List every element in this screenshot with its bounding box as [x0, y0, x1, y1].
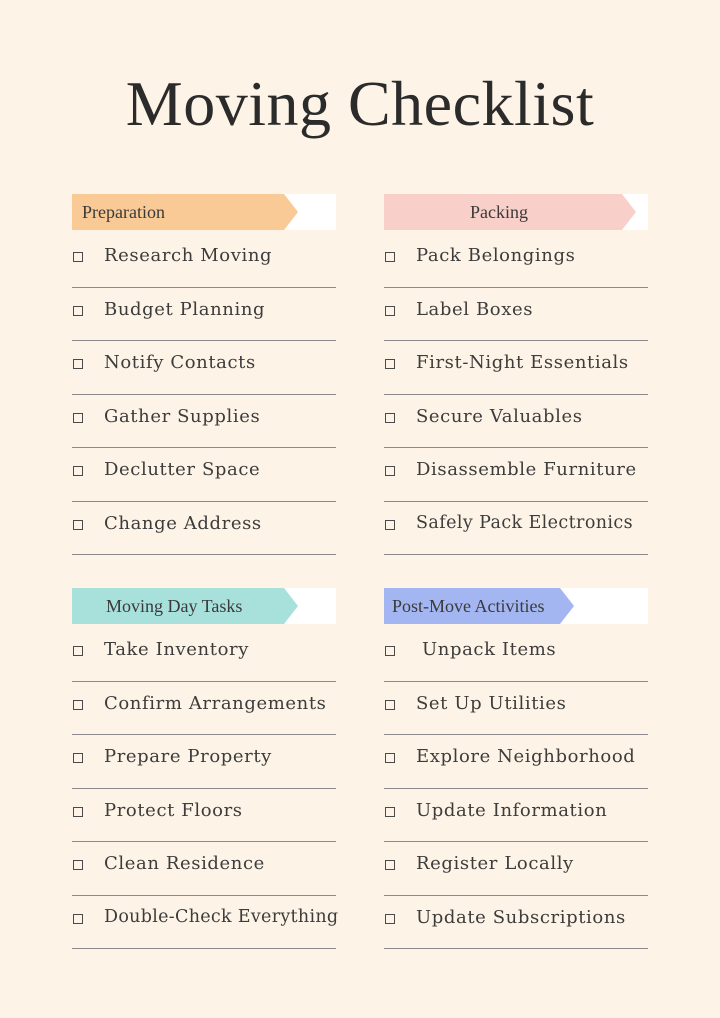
section-preparation	[72, 194, 336, 555]
item-label: Unpack Items	[422, 639, 557, 660]
item-label: Pack Belongings	[416, 245, 576, 266]
checkbox[interactable]	[385, 807, 395, 817]
section-banner	[384, 588, 648, 624]
section-moving-day	[72, 588, 339, 949]
checkbox[interactable]	[385, 914, 395, 924]
item-label: Update Subscriptions	[416, 906, 626, 928]
checkbox[interactable]	[73, 359, 83, 369]
checklist-item[interactable]	[384, 789, 648, 843]
checklist-item[interactable]	[384, 288, 648, 342]
item-label: Disassemble Furniture	[416, 459, 637, 480]
checkbox[interactable]	[73, 466, 83, 476]
section-banner	[384, 194, 648, 230]
checkbox[interactable]	[73, 807, 83, 817]
checklist-item[interactable]	[72, 842, 336, 896]
item-label: Notify Contacts	[104, 352, 256, 373]
checkbox[interactable]	[385, 306, 395, 316]
checklist-item[interactable]	[384, 395, 648, 449]
checklist-item[interactable]	[72, 789, 336, 843]
section-heading: Moving Day Tasks	[106, 596, 243, 616]
checklist-item[interactable]	[384, 502, 648, 556]
checklist	[384, 628, 648, 949]
checklist-item[interactable]	[384, 234, 648, 288]
item-label: Prepare Property	[104, 746, 272, 767]
item-label: Declutter Space	[104, 459, 261, 480]
checklist-item[interactable]	[72, 682, 336, 736]
checkbox[interactable]	[385, 860, 395, 870]
item-label: Label Boxes	[416, 298, 534, 320]
checkbox[interactable]	[385, 359, 395, 369]
checkbox[interactable]	[385, 466, 395, 476]
checklist-item[interactable]	[72, 448, 336, 502]
checkbox[interactable]	[385, 646, 395, 656]
section-heading: Preparation	[82, 202, 165, 222]
item-label: Update Information	[416, 799, 608, 821]
checkbox[interactable]	[73, 753, 83, 763]
checkbox[interactable]	[385, 520, 395, 530]
item-label: Safely Pack Electronics	[416, 512, 634, 533]
checkbox[interactable]	[73, 413, 83, 423]
checkbox[interactable]	[73, 646, 83, 656]
item-label: Change Address	[104, 512, 262, 534]
checkbox[interactable]	[385, 413, 395, 423]
item-label: Clean Residence	[104, 853, 265, 874]
checklist-item[interactable]	[384, 628, 648, 682]
checkbox[interactable]	[385, 252, 395, 262]
item-label: First-Night Essentials	[416, 352, 629, 373]
item-label: Protect Floors	[104, 799, 243, 821]
item-label: Secure Valuables	[416, 405, 583, 427]
checklist-item[interactable]	[72, 735, 336, 789]
section-heading: Packing	[470, 202, 528, 222]
section-packing	[384, 194, 648, 555]
checklist-item[interactable]	[384, 842, 648, 896]
section-post-move	[384, 588, 648, 949]
checklist-item[interactable]	[384, 682, 648, 736]
checklist-item[interactable]	[72, 288, 336, 342]
checklist-item[interactable]	[384, 896, 648, 950]
checkbox[interactable]	[73, 914, 83, 924]
checkbox[interactable]	[73, 306, 83, 316]
section-banner	[72, 588, 336, 624]
item-label: Research Moving	[104, 245, 273, 266]
item-label: Take Inventory	[104, 639, 249, 660]
checklist-item[interactable]	[72, 395, 336, 449]
checklist	[384, 234, 648, 555]
checklist-item[interactable]	[72, 341, 336, 395]
checklist-item[interactable]	[384, 341, 648, 395]
checkbox[interactable]	[73, 520, 83, 530]
checkbox[interactable]	[73, 860, 83, 870]
item-label: Explore Neighborhood	[416, 746, 636, 767]
checklist-item[interactable]	[72, 234, 336, 288]
item-label: Gather Supplies	[104, 405, 261, 427]
item-label: Set Up Utilities	[416, 692, 567, 714]
item-label: Budget Planning	[104, 298, 266, 320]
checklist-item[interactable]	[72, 628, 336, 682]
item-label: Confirm Arrangements	[104, 692, 327, 714]
checklist-item[interactable]	[384, 735, 648, 789]
checkbox[interactable]	[385, 700, 395, 710]
checklist-item[interactable]	[72, 896, 339, 950]
item-label: Double-Check Everything	[104, 906, 339, 927]
section-heading: Post-Move Activities	[392, 596, 545, 616]
item-label: Register Locally	[416, 853, 574, 874]
checklist-item[interactable]	[384, 448, 648, 502]
section-banner	[72, 194, 336, 230]
checklist	[72, 234, 336, 555]
checklist-item[interactable]	[72, 502, 336, 556]
checkbox[interactable]	[73, 700, 83, 710]
checklist	[72, 628, 339, 949]
checkbox[interactable]	[385, 753, 395, 763]
page-title: Moving Checklist	[125, 68, 595, 139]
checkbox[interactable]	[73, 252, 83, 262]
